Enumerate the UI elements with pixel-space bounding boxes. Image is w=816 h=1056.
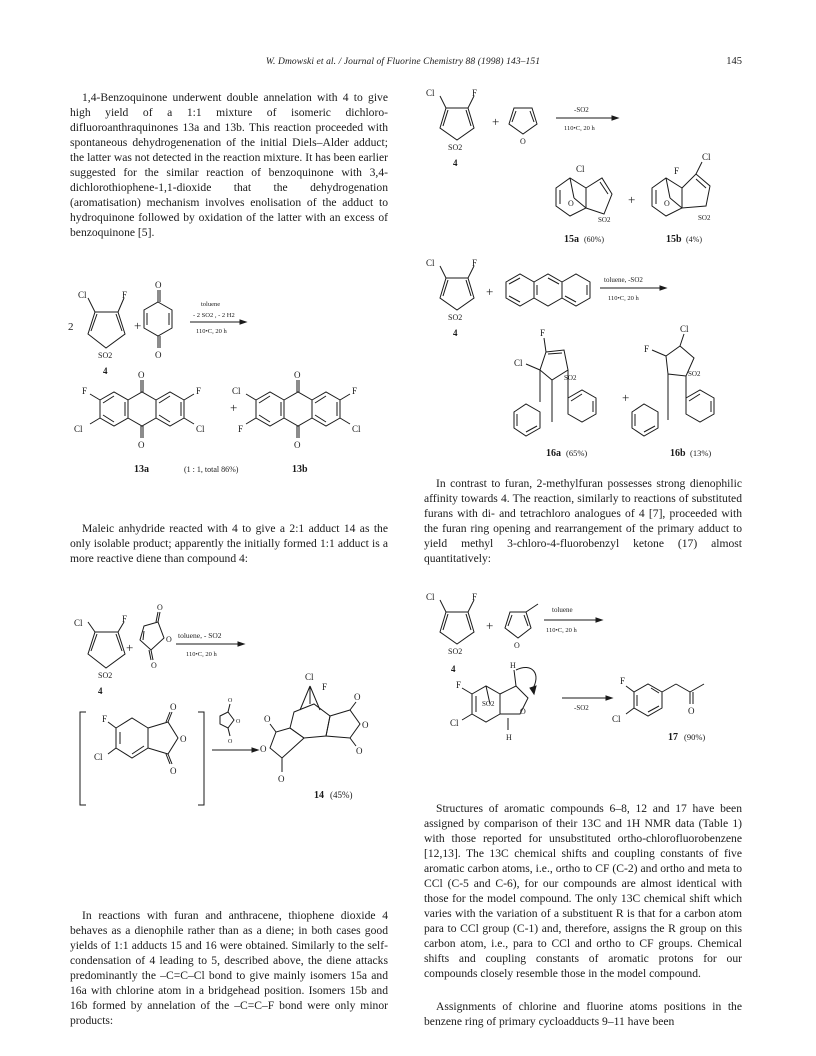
svg-text:Cl: Cl [426, 258, 435, 268]
svg-text:Cl: Cl [450, 718, 459, 728]
svg-text:O: O [264, 714, 271, 724]
svg-text:O: O [260, 744, 267, 754]
svg-text:Cl: Cl [426, 88, 435, 98]
svg-text:toluene: toluene [201, 301, 221, 308]
methylfuran-structure [505, 604, 538, 638]
svg-text:(45%): (45%) [330, 790, 353, 800]
svg-text:110•C, 20 h: 110•C, 20 h [546, 627, 577, 634]
svg-text:H: H [510, 661, 516, 670]
compound-label-13b: 13b [292, 464, 308, 475]
scheme-methylfuran [416, 590, 746, 770]
svg-text:O: O [236, 719, 241, 725]
svg-text:-SO2: -SO2 [574, 106, 589, 114]
svg-text:O: O [664, 199, 670, 208]
svg-text:SO2: SO2 [698, 214, 711, 222]
svg-text:(65%): (65%) [566, 448, 588, 458]
compound-label-17: 17 [668, 732, 678, 743]
running-head: W. Dmowski et al. / Journal of Fluorine Chemistry 88 (1998) 143–151 [265, 57, 541, 67]
svg-text:toluene, -SO2: toluene, -SO2 [604, 276, 643, 284]
svg-text:SO2: SO2 [448, 647, 463, 656]
svg-text:Cl: Cl [702, 152, 711, 162]
svg-text:O: O [228, 698, 233, 704]
maleic-anhydride-structure [140, 612, 164, 660]
svg-text:O: O [520, 707, 526, 716]
thiophene-dioxide-4-structure [88, 622, 125, 668]
paragraph-structures: Structures of aromatic compounds 6–8, 12 and 17 have been assigned by comparison of their 13C and 1H NMR data (Table 1) with those reported for unsubstituted ortho-chlorofluorobenzene [12,13]. The 13C chemical shifts and coupling constants of five aromatic carbon atoms, i.e., ortho to CF (C-2) and ortho and meta to CCl (C-5 and C-6), for our compounds are almost identical with those for the model compound. The only 13C chemical shift which varies with the variation of a substituent R is that for a carbon atom para to CCl group (C-1) and, therefore, assigns the R group on this carbon atom, i.e., para to CCl and ortho to CF groups. Chemical shifts and coupling constants of aromatic protons for our compounds closely resemble those in the model compound. [424, 802, 742, 980]
svg-text:F: F [674, 166, 680, 176]
svg-text:SO2: SO2 [598, 216, 611, 224]
svg-text:- 2 SO2 , - 2 H2: - 2 SO2 , - 2 H2 [193, 312, 235, 319]
scheme-benzoquinone [60, 280, 400, 485]
compound-label-4: 4 [451, 664, 456, 674]
adduct-14-structure [270, 686, 360, 772]
svg-text:110•C, 20 h: 110•C, 20 h [564, 125, 595, 132]
svg-text:SO2: SO2 [98, 351, 113, 360]
intermediate-adduct-structure [108, 712, 178, 764]
paragraph-furan-anthracene: In reactions with furan and anthracene, thiophene dioxide 4 behaves as a dienophile rather than as a diene; in both cases good yields of 1:1 adducts 15 and 16 were obtained. Similarly to the self-condensation of 4 leading to 5, described above, the diene attacks predominantly the –C=C–Cl bond to give mainly isomers 15a and 16a with chlorine atom in a bridgehead position. Isomers 15b and 16b formed by annelation of the –C=C–F bond were only minor products: [70, 909, 388, 1027]
svg-text:+: + [492, 114, 500, 129]
svg-text:Cl: Cl [576, 164, 585, 174]
svg-text:O: O [180, 734, 187, 744]
anthraquinone-13a-structure [90, 380, 194, 438]
svg-text:Cl: Cl [612, 714, 621, 724]
svg-text:Cl: Cl [74, 424, 83, 434]
svg-text:F: F [122, 614, 128, 624]
compound-label-4: 4 [98, 686, 103, 696]
svg-text:SO2: SO2 [482, 700, 495, 708]
paragraph-assignments: Assignments of chlorine and fluorine atoms positions in the benzene ring of primary cycloadducts 9–11 have been [424, 1000, 742, 1028]
paragraph-maleic-anhydride: Maleic anhydride reacted with 4 to give a 2:1 adduct 14 as the only isolable product; apparently the initially formed 1:1 adduct is a more reactive diene than compound 4: [70, 522, 388, 565]
svg-text:O: O [155, 280, 162, 290]
svg-text:F: F [352, 386, 358, 396]
coefficient-2: 2 [68, 321, 74, 333]
svg-text:F: F [472, 258, 478, 268]
svg-text:110•C, 20 h: 110•C, 20 h [608, 295, 639, 302]
compound-label-13a: 13a [134, 464, 149, 475]
svg-text:+: + [486, 618, 494, 633]
svg-text:F: F [82, 386, 88, 396]
compound-label-4: 4 [453, 328, 458, 338]
adduct-15b-structure [652, 162, 710, 216]
thiophene-dioxide-4-structure [440, 266, 474, 310]
svg-text:+: + [628, 192, 636, 207]
maleic-anhydride-small-structure [220, 704, 234, 736]
svg-text:+: + [126, 640, 134, 655]
svg-text:SO2: SO2 [564, 374, 577, 382]
svg-text:O: O [362, 720, 369, 730]
svg-text:O: O [138, 370, 145, 380]
svg-text:H: H [506, 733, 512, 742]
svg-text:F: F [238, 424, 244, 434]
svg-text:toluene, - SO2: toluene, - SO2 [178, 631, 222, 640]
primary-adduct-structure [462, 667, 536, 730]
svg-text:SO2: SO2 [688, 370, 701, 378]
svg-text:O: O [138, 440, 145, 450]
svg-text:110•C, 20 h: 110•C, 20 h [196, 328, 227, 335]
scheme-anthracene [416, 252, 746, 466]
svg-text:F: F [456, 680, 462, 690]
paragraph-benzoquinone: 1,4-Benzoquinone underwent double annelation with 4 to give high yield of a 1:1 mixture of isomeric dichloro-difluoroanthraquinones 13a and 13b. This reaction proceeded with spontaneous dehydrogenenation of the initial Diels–Alder adduct; the latter was not detected in the reaction mixture. It has been earlier suggested for the similar reaction of benzoquinone with 3,4-dichlorothiophene-1,1-dioxide that the dehydrogenation (aromatisation) mechanism involves enolisation of the adduct to hydroquinone followed by oxidation of the latter with an excess of benzoquinone [5]. [70, 91, 388, 239]
svg-text:SO2: SO2 [98, 671, 113, 680]
svg-text:+: + [622, 390, 630, 405]
svg-text:O: O [155, 350, 162, 360]
svg-text:O: O [520, 137, 526, 146]
ratio-text: (1 : 1, total 86%) [184, 465, 239, 474]
svg-text:F: F [102, 714, 108, 724]
svg-text:O: O [294, 370, 301, 380]
svg-text:F: F [122, 290, 128, 300]
svg-text:-SO2: -SO2 [574, 704, 589, 712]
svg-text:+: + [134, 318, 142, 333]
thiophene-dioxide-4-structure [440, 96, 474, 140]
page-number: 145 [726, 56, 742, 67]
scheme-maleic-anhydride [60, 600, 400, 810]
compound-label-15b: 15b [666, 234, 682, 245]
scheme-furan [416, 82, 746, 252]
svg-text:O: O [294, 440, 301, 450]
svg-text:O: O [151, 661, 157, 670]
svg-text:+: + [230, 400, 238, 415]
compound-label-14: 14 [314, 790, 324, 801]
svg-text:Cl: Cl [680, 324, 689, 334]
paragraph-methylfuran: In contrast to furan, 2-methylfuran possesses strong dienophilic affinity towards 4. The reaction, similarly to reactions of substituted furans with di- and tetrachloro analogues of 4 [7], proceeded with the furan ring opening and rearrangement of the primary adduct to yield methyl 3-chloro-4-fluorobenzyl ketone (17) almost quantitatively: [424, 477, 742, 565]
furan-structure [509, 108, 537, 134]
svg-text:Cl: Cl [78, 290, 87, 300]
adduct-16a-structure [514, 338, 596, 436]
anthracene-structure [506, 274, 590, 306]
compound-label-16b: 16b [670, 448, 686, 459]
svg-text:(13%): (13%) [690, 448, 712, 458]
svg-text:+: + [486, 284, 494, 299]
svg-text:O: O [568, 199, 574, 208]
svg-text:F: F [322, 682, 328, 692]
compound-label-4: 4 [453, 158, 458, 168]
svg-text:O: O [356, 746, 363, 756]
svg-text:(4%): (4%) [686, 235, 702, 244]
svg-text:Cl: Cl [514, 358, 523, 368]
svg-text:Cl: Cl [352, 424, 361, 434]
svg-text:(60%): (60%) [584, 235, 604, 244]
svg-text:O: O [278, 774, 285, 784]
compound-label-16a: 16a [546, 448, 561, 459]
svg-text:F: F [620, 676, 626, 686]
svg-text:O: O [170, 766, 177, 776]
adduct-15a-structure [556, 178, 612, 216]
svg-text:Cl: Cl [196, 424, 205, 434]
svg-text:Cl: Cl [74, 618, 83, 628]
svg-text:Cl: Cl [232, 386, 241, 396]
svg-text:Cl: Cl [94, 752, 103, 762]
compound-label-4: 4 [103, 366, 108, 376]
svg-text:F: F [540, 328, 546, 338]
svg-text:Cl: Cl [305, 672, 314, 682]
svg-text:F: F [196, 386, 202, 396]
svg-text:F: F [472, 88, 478, 98]
thiophene-dioxide-4-structure [440, 600, 474, 644]
compound-label-15a: 15a [564, 234, 579, 245]
svg-text:SO2: SO2 [448, 143, 463, 152]
svg-text:110•C, 20 h: 110•C, 20 h [186, 651, 217, 658]
svg-text:F: F [644, 344, 650, 354]
svg-text:O: O [228, 739, 233, 745]
svg-text:O: O [170, 702, 177, 712]
svg-text:(90%): (90%) [684, 732, 706, 742]
svg-text:Cl: Cl [426, 592, 435, 602]
svg-text:F: F [472, 592, 478, 602]
thiophene-dioxide-4-structure [88, 298, 125, 348]
svg-text:O: O [514, 641, 520, 650]
svg-text:O: O [157, 603, 163, 612]
svg-text:O: O [354, 692, 361, 702]
svg-text:O: O [166, 635, 172, 644]
benzoquinone-structure [144, 290, 172, 348]
anthraquinone-13b-structure [246, 380, 350, 438]
svg-text:O: O [688, 706, 695, 716]
svg-text:toluene: toluene [552, 606, 573, 614]
svg-text:SO2: SO2 [448, 313, 463, 322]
